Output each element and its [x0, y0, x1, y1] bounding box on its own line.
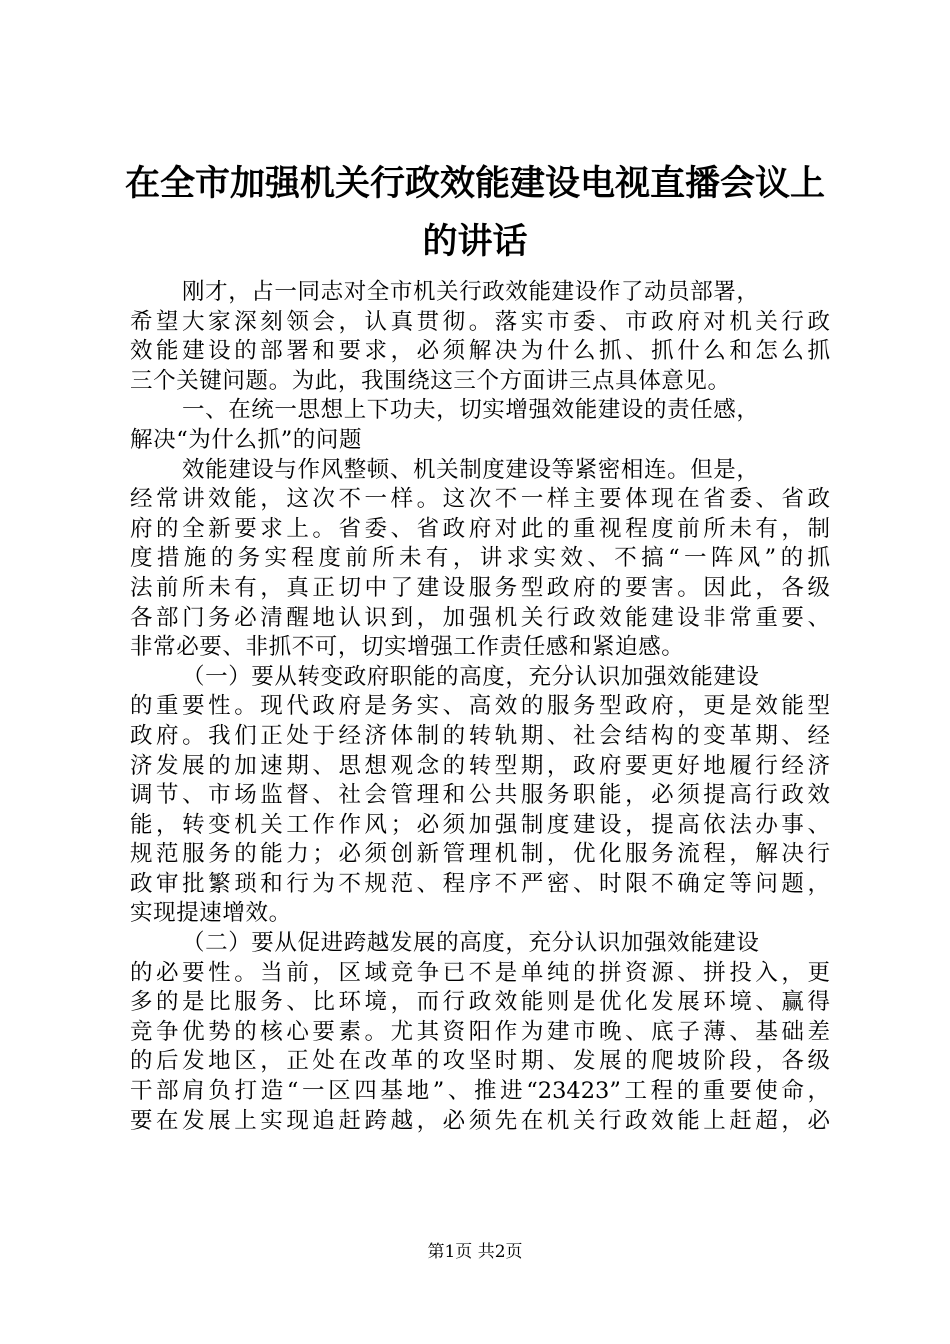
section-heading: 一、在统一思想上下功夫，切实增强效能建设的责任感，: [182, 397, 760, 424]
body-line: （二）要从促进跨越发展的高度，充分认识加强效能建设: [182, 930, 760, 957]
body-line: 府的全新要求上。省委、省政府对此的重视程度前所未有，制: [130, 515, 830, 542]
body-line: 要在发展上实现追赶跨越，必须先在机关行政效能上赶超，必: [130, 1107, 830, 1134]
body-line: 的后发地区，正处在改革的攻坚时期、发展的爬坡阶段，各级: [130, 1048, 830, 1075]
page-title-line-2: 的讲话: [422, 221, 528, 262]
body-line: 政府。我们正处于经济体制的转轨期、社会结构的变革期、经: [130, 722, 830, 749]
body-line: 调节、市场监督、社会管理和公共服务职能，必须提高行政效: [130, 782, 830, 809]
body-line: 经常讲效能，这次不一样。这次不一样主要体现在省委、省政: [130, 486, 830, 513]
body-line: 规范服务的能力；必须创新管理机制，优化服务流程，解决行: [130, 841, 830, 868]
body-line: 政审批繁琐和行为不规范、程序不严密、时限不确定等问题，: [130, 870, 830, 897]
body-line: 能，转变机关工作作风；必须加强制度建设，提高依法办事、: [130, 811, 830, 838]
body-line: 实现提速增效。: [130, 900, 292, 927]
section-heading: 解决“为什么抓”的问题: [130, 426, 363, 453]
body-line: 刚才，占一同志对全市机关行政效能建设作了动员部署，: [182, 279, 760, 305]
body-line: 效能建设的部署和要求，必须解决为什么抓、抓什么和怎么抓: [130, 338, 830, 365]
body-line: 济发展的加速期、思想观念的转型期，政府要更好地履行经济: [130, 752, 830, 779]
body-line: 竞争优势的核心要素。尤其资阳作为建市晚、底子薄、基础差: [130, 1018, 830, 1045]
body-line: 效能建设与作风整顿、机关制度建设等紧密相连。但是，: [182, 456, 760, 483]
body-line: （一）要从转变政府职能的高度，充分认识加强效能建设: [182, 663, 760, 690]
body-line: 各部门务必清醒地认识到，加强机关行政效能建设非常重要、: [130, 604, 830, 631]
page-number-footer: 第1页 共2页: [427, 1242, 523, 1262]
body-line: 希望大家深刻领会，认真贯彻。落实市委、市政府对机关行政: [130, 308, 830, 335]
body-line: 三个关键问题。为此，我围绕这三个方面讲三点具体意见。: [130, 367, 731, 394]
body-line: 非常必要、非抓不可，切实增强工作责任感和紧迫感。: [130, 634, 685, 661]
body-line: 干部肩负打造“一区四基地”、推进“23423”工程的重要使命，: [130, 1078, 830, 1105]
body-line: 的必要性。当前，区域竞争已不是单纯的拼资源、拼投入，更: [130, 959, 830, 986]
body-line: 法前所未有，真正切中了建设服务型政府的要害。因此，各级: [130, 574, 830, 601]
document-body: [130, 278, 830, 1136]
page-title-line-1: 在全市加强机关行政效能建设电视直播会议上: [124, 163, 825, 204]
body-line: 的重要性。现代政府是务实、高效的服务型政府，更是效能型: [130, 693, 830, 720]
body-line: 度措施的务实程度前所未有，讲求实效、不搞“一阵风”的抓: [130, 545, 830, 572]
body-line: 多的是比服务、比环境，而行政效能则是优化发展环境、赢得: [130, 989, 830, 1016]
